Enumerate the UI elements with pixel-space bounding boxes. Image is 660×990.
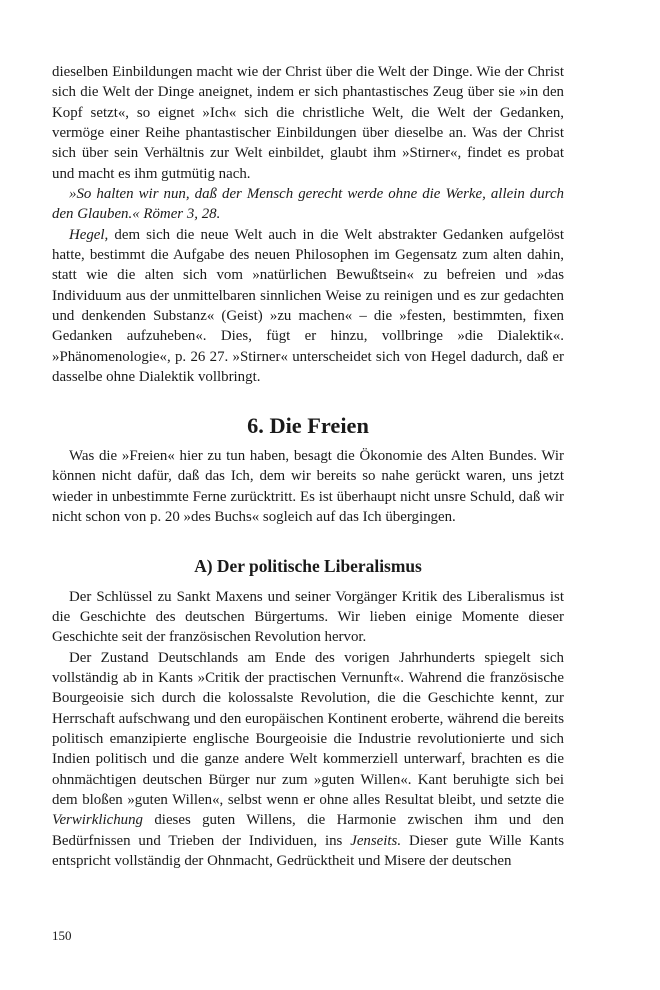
paragraph-hegel-text: dem sich die neue Welt auch in die Welt abstrakter Gedanken aufgelöst hatte, bestimmt die Aufgabe des neuen Philosophen im Gegensatz zum alten dahin, statt wie die alten sich vom »natürlichen Bewußtsein« zu befreien und »das Individuum aus der unmittelbaren sinnlichen Weise zu reinigen und es zur gedachten und denkenden Substanz« (Geist) »zu machen« – die »festen, bestimmten, fixen Gedanken aufzuheben«. Dies, fügt er hinzu, vollbringe »die Dialektik«. »Phänomenologie«, p. 26 27. »Stirner« unterscheidet sich von Hegel dadurch, daß er dasselbe ohne Dialektik vollbringt.	[52, 226, 564, 386]
paragraph-hegel	[52, 225, 564, 388]
paragraph-kant	[52, 648, 564, 872]
section-heading-die-freien: 6. Die Freien	[247, 412, 369, 438]
paragraph-freien: Was die »Freien« hier zu tun haben, besagt die Ökonomie des Alten Bundes. Wir können nicht dafür, daß das Ich, dem wir bereits so nahe gerückt waren, uns jetzt wieder in unbestimmte Ferne zurücktritt. Es ist überhaupt nicht unsre Schuld, daß wir nicht schon von p. 20 »des Buchs« sogleich auf das Ich übergingen.	[52, 447, 564, 525]
kant-text-3: Dieser gute Wille Kants entspricht vollständig der Ohnmacht, Gedrücktheit und Misere der deutschen	[52, 832, 564, 870]
paragraph-continuation: dieselben Einbildungen macht wie der Christ über die Welt der Dinge. Wie der Christ sich die Welt der Dinge aneignet, indem er sich phantastisches Zeug über sie »in den Kopf setzt«, so eignet »Ich« sich die christliche Welt, die Welt der Gedanken, vermöge einer Reihe phantastischer Einbildungen über dieselbe an. Was der Christ sich über sein Verhältnis zur Welt einbildet, glaubt ihm »Stirner«, findet es probat und macht es ihm gutmütig nach.	[52, 64, 564, 182]
page-number: 150	[52, 928, 72, 943]
kant-text-1: Der Zustand Deutschlands am Ende des vorigen Jahrhunderts spiegelt sich vollständig ab in Kants »Critik der practischen Vernunft«. Wahrend die französische Bourgeoisie sich durch die kolossalste Revolution, die die Geschichte kennt, zur Herrschaft aufschwang und den europäischen Kontinent eroberte, während die bereits politisch emanzipierte englische Bourgeoisie die Industrie revolutionierte und sich Indien politisch und die ganze andere Welt kommerziell unterwarf, brachten es die ohnmächtigen deutschen Bürger nur zum »guten Willen«. Kant beruhigte sich bei dem bloßen »guten Willen«, selbst wenn er ohne alles Resultat bleibt, und setzte die	[52, 649, 564, 808]
page-body	[52, 62, 564, 871]
bible-quote: »So halten wir nun, daß der Mensch gerecht werde ohne die Werke, allein durch den Glauben.« Römer 3, 28.	[52, 186, 564, 223]
subsection-heading-liberalismus: A) Der politische Liberalismus	[194, 556, 422, 577]
paragraph-schluessel: Der Schlüssel zu Sankt Maxens und seiner Vorgänger Kritik des Liberalismus ist die Geschichte des deutschen Bürgertums. Wir lieben einige Momente dieser Geschichte seit der französischen Revolution hervor.	[52, 588, 564, 646]
hegel-name: Hegel,	[69, 226, 109, 243]
kant-italic-verwirklichung: Verwirklichung	[52, 812, 143, 829]
kant-italic-jenseits: Jenseits.	[350, 832, 402, 849]
kant-text-2: dieses guten Willens, die Harmonie zwischen ihm und den Bedürfnissen und Trieben der Individuen, ins	[52, 812, 564, 849]
